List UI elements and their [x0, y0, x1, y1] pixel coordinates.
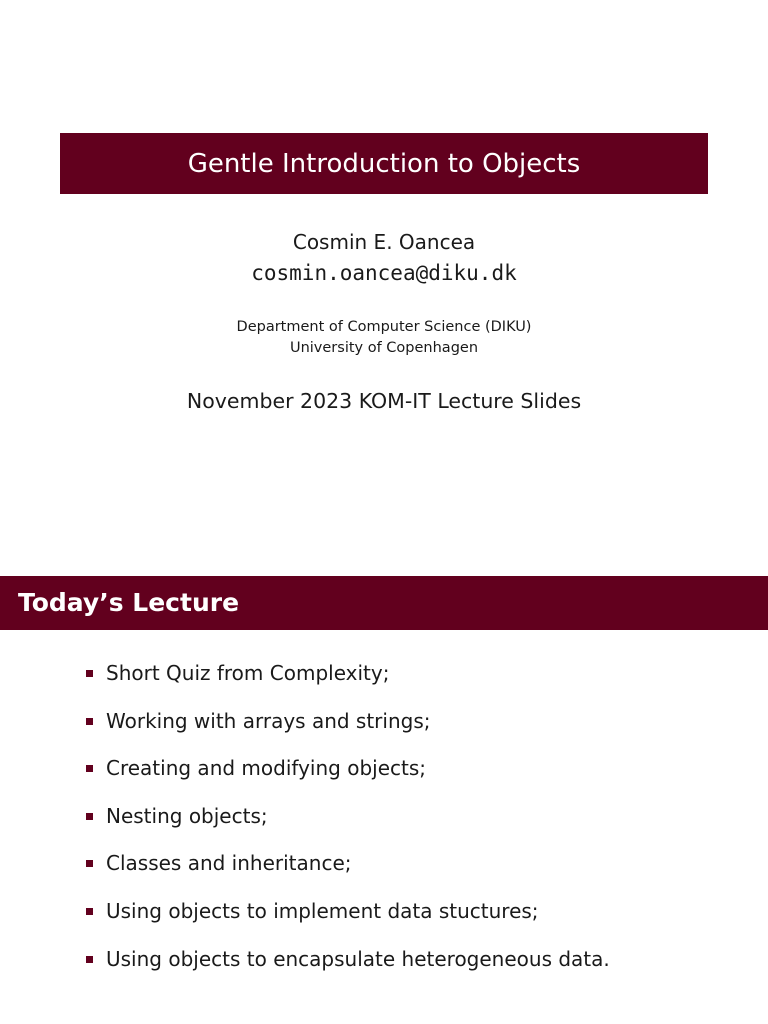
frame-title: Today’s Lecture: [18, 588, 240, 617]
square-bullet-icon: [86, 860, 93, 867]
list-item-text: Working with arrays and strings;: [106, 708, 431, 733]
square-bullet-icon: [86, 718, 93, 725]
author-email: cosmin.oancea@diku.dk: [251, 261, 517, 285]
list-item-text: Nesting objects;: [106, 803, 268, 828]
list-item-text: Using objects to encapsulate heterogeneous data.: [106, 946, 610, 971]
event-date: November 2023 KOM-IT Lecture Slides: [186, 389, 582, 413]
frame-header: [0, 576, 768, 630]
list-item-text: Short Quiz from Complexity;: [106, 661, 390, 685]
list-item-text: Creating and modifying objects;: [106, 756, 426, 781]
square-bullet-icon: [86, 813, 93, 820]
agenda-slide: [0, 576, 768, 1024]
square-bullet-icon: [86, 765, 93, 772]
square-bullet-icon: [86, 908, 93, 915]
department: Department of Computer Science (DIKU): [236, 319, 532, 335]
university: University of Copenhagen: [289, 340, 479, 356]
square-bullet-icon: [86, 670, 93, 677]
title-banner: [60, 133, 708, 194]
list-item-text: Using objects to implement data stuctures;: [106, 898, 539, 923]
presentation-title: Gentle Introduction to Objects: [187, 148, 581, 179]
author-name: Cosmin E. Oancea: [292, 230, 476, 254]
list-item-text: Classes and inheritance;: [106, 851, 352, 876]
square-bullet-icon: [86, 956, 93, 963]
